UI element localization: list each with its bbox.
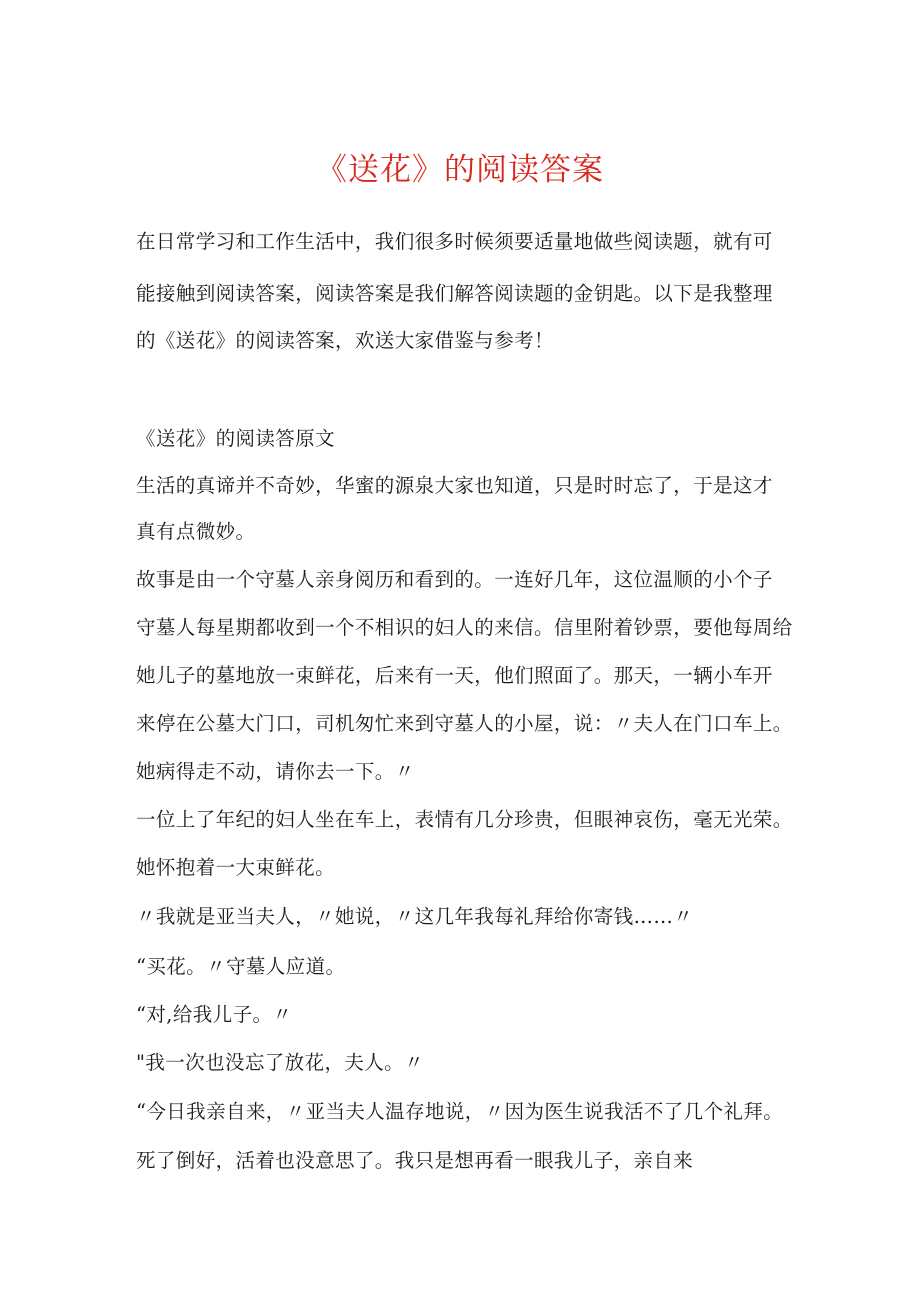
body-line: “买花。〃守墓人应道。 [136,955,346,978]
section-heading: 《送花》的阅读答原文 [136,427,336,450]
body-line: 来停在公墓大门口，司机匆忙来到守墓人的小屋，说：〃夫人在门口车上。 [136,712,793,735]
body-line: 真有点微妙。 [136,520,256,543]
body-line: "我一次也没忘了放花，夫人。〃 [136,1051,424,1074]
body-line: 她怀抱着一大束鲜花。 [136,856,336,879]
body-line: 一位上了年纪的妇人坐在车上，表情有几分珍贵，但眼神哀伤，毫无光荣。 [136,808,793,831]
body-line: 她病得走不动，请你去一下。〃 [136,760,415,783]
body-line: 〃我就是亚当夫人，〃她说，〃这几年我每礼拜给你寄钱……〃 [136,905,694,928]
intro-line: 能接触到阅读答案，阅读答案是我们解答阅读题的金钥匙。以下是我整理 [136,282,773,305]
intro-line: 在日常学习和工作生活中，我们很多时候须要适量地做些阅读题，就有可 [136,230,773,253]
body-line: 故事是由一个守墓人亲身阅历和看到的。一连好几年，这位温顺的小个子 [136,568,773,591]
intro-line: 的《送花》的阅读答案，欢送大家借鉴与参考！ [136,329,554,352]
body-line: “今日我亲自来，〃亚当夫人温存地说，〃因为医生说我活不了几个礼拜。 [136,1100,784,1123]
body-line: “对,给我儿子。〃 [136,1003,293,1026]
body-line: 她儿子的墓地放一束鲜花，后来有一天，他们照面了。那天，一辆小车开 [136,664,773,687]
body-line: 生活的真谛并不奇妙，华蜜的源泉大家也知道，只是时时忘了，于是这才 [136,474,773,497]
document-title: 《送花》的阅读答案 [316,152,604,188]
body-line: 死了倒好，活着也没意思了。我只是想再看一眼我儿子，亲自来 [136,1149,694,1172]
body-line: 守墓人每星期都收到一个不相识的妇人的来信。信里附着钞票，要他每周给 [136,616,793,639]
